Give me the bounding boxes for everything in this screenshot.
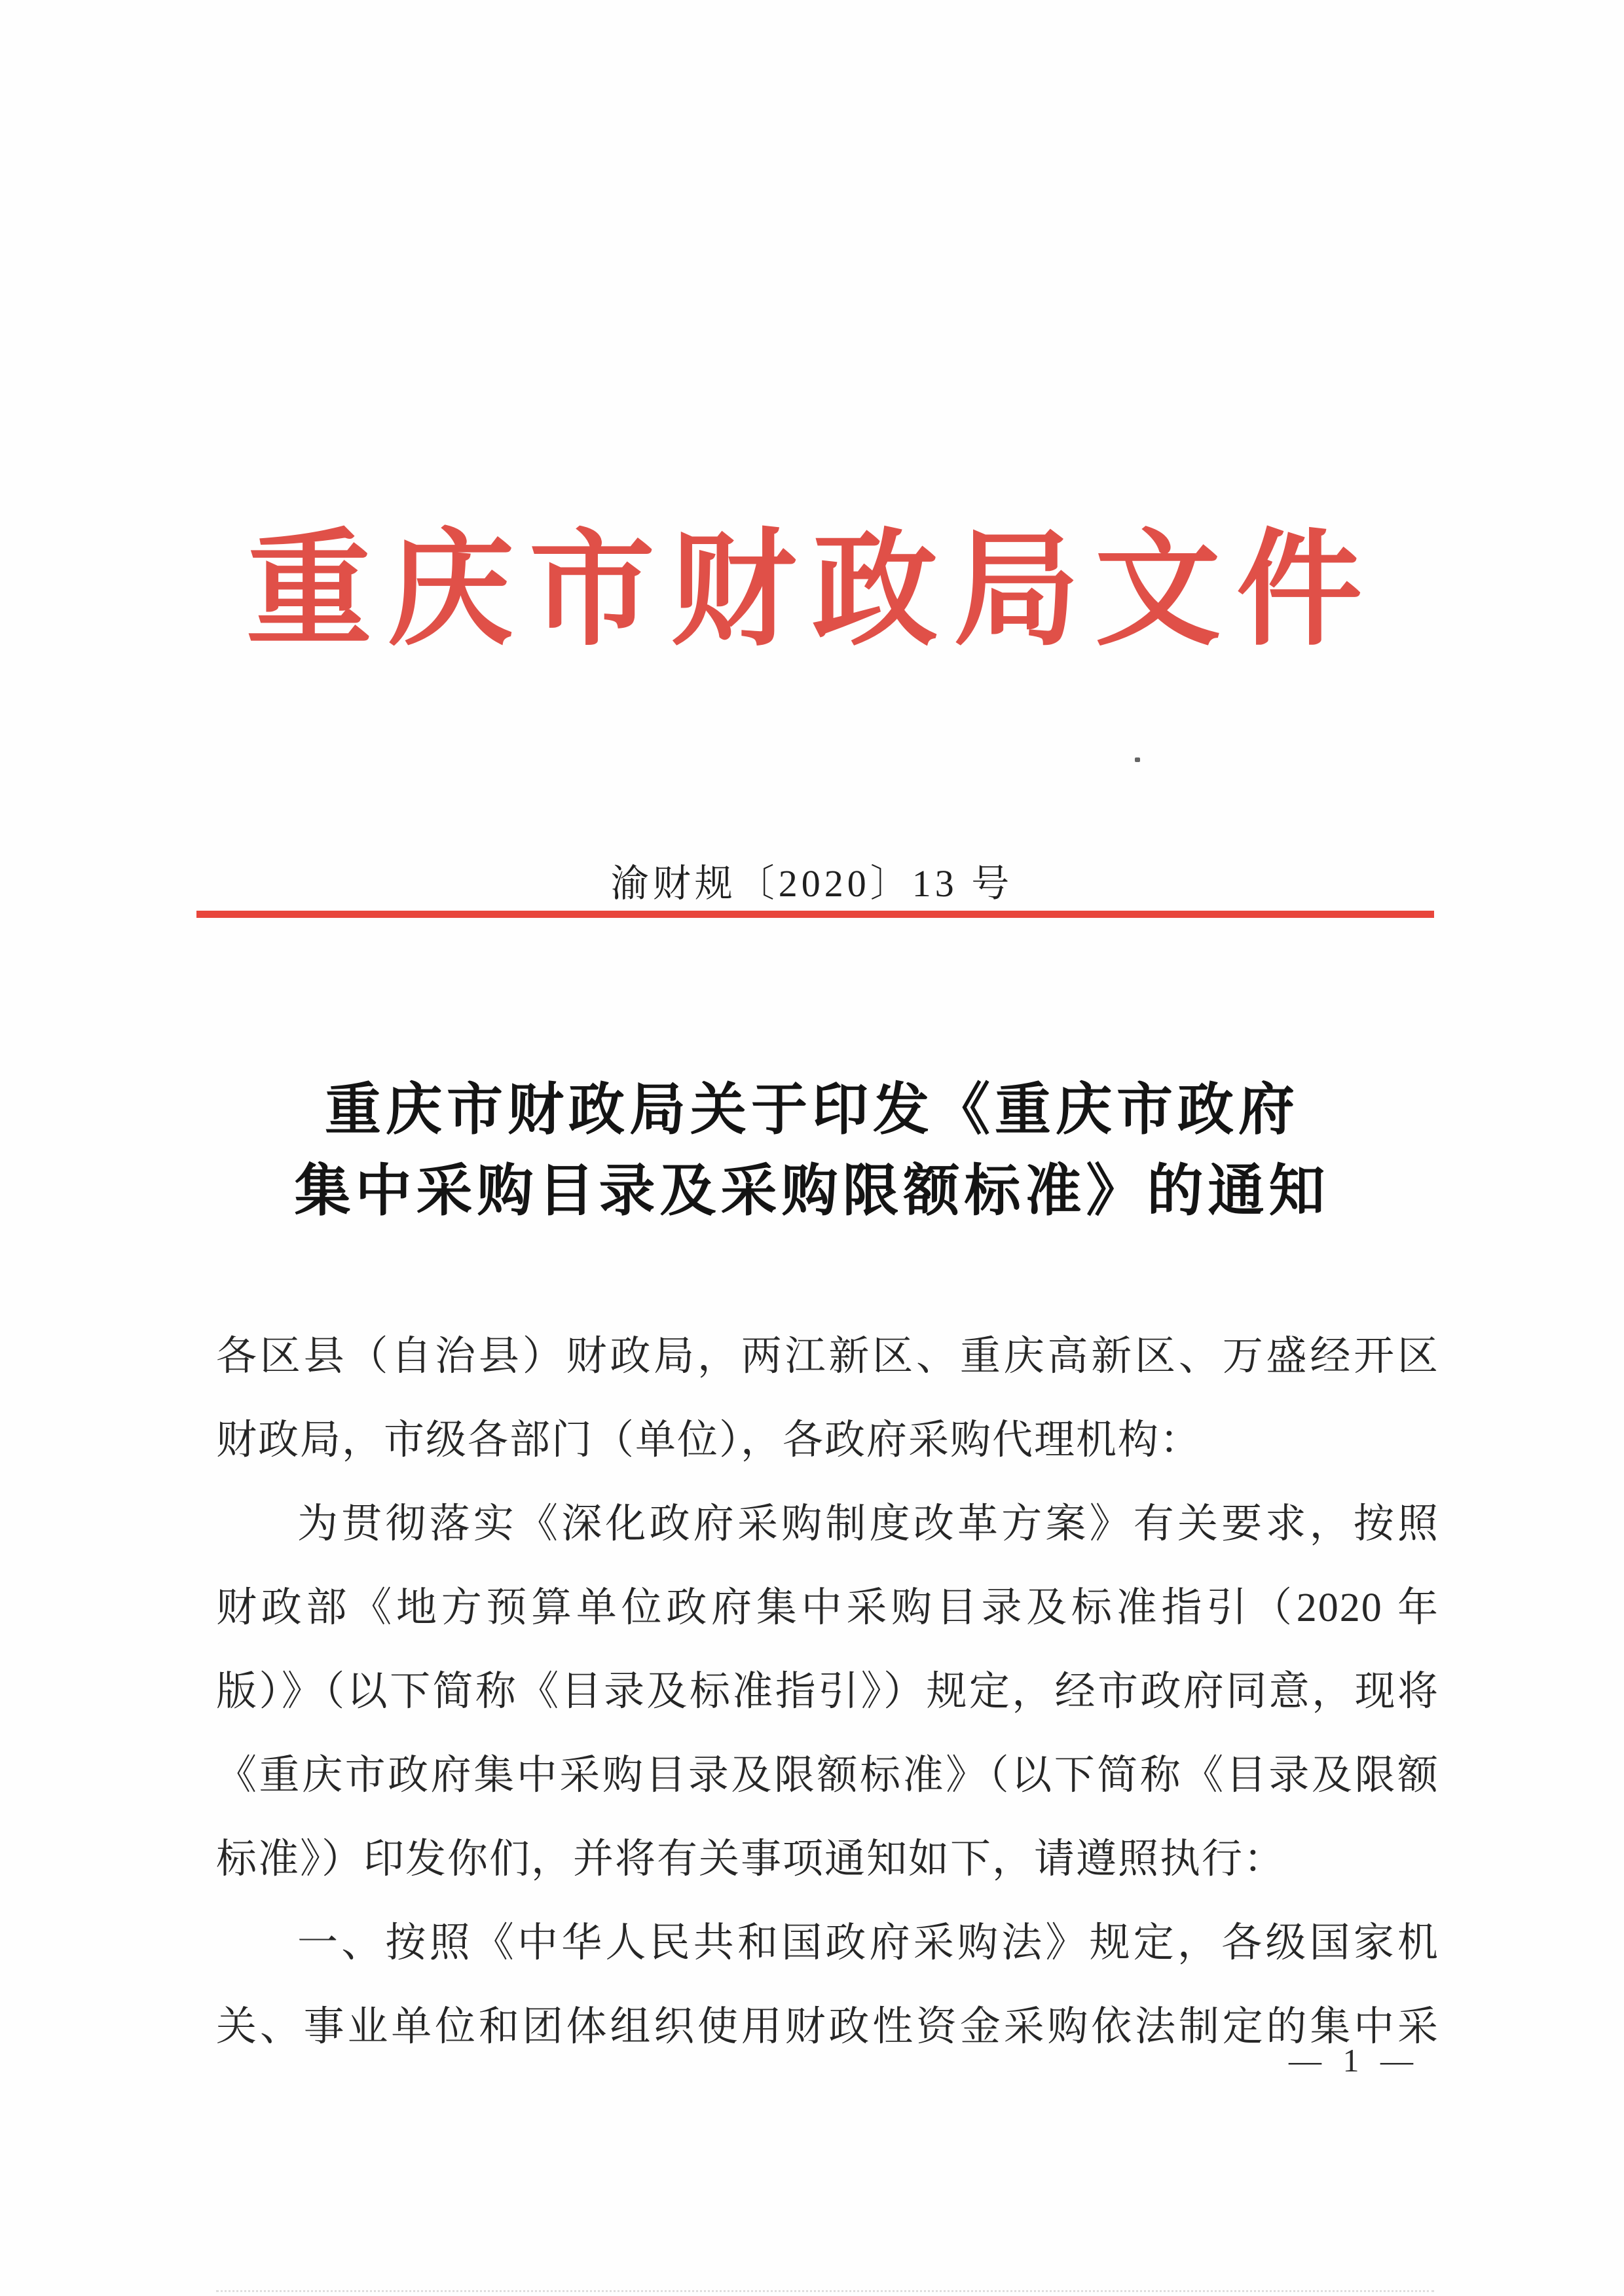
body-line: 标准》）印发你们，并将有关事项通知如下，请遵照执行： [216,1837,1286,1882]
body-text [216,1315,1439,2069]
body-line: 《重庆市政府集中采购目录及限额标准》（以下简称《目录及限额 [216,1753,1439,1798]
body-line: 财政局，市级各部门（单位），各政府采购代理机构： [216,1418,1202,1463]
scan-edge-artifact [216,2290,1434,2292]
org-title: 重庆市财政局文件 [246,521,1378,661]
body-line: 财政部《地方预算单位政府集中采购目录及标准指引（2020 年 [216,1586,1439,1630]
heading-line-2: 集中采购目录及采购限额标准》的通知 [294,1159,1330,1222]
body-line: 一、按照《中华人民共和国政府采购法》规定，各级国家机 [297,1921,1439,1965]
scan-speck-artifact [1135,757,1140,762]
body-line: 版）》（以下简称《目录及标准指引》）规定，经市政府同意，现将 [216,1669,1439,1714]
body-line: 为贯彻落实《深化政府采购制度改革方案》有关要求，按照 [297,1502,1439,1546]
red-divider-rule [196,911,1434,918]
page-number: — 1 — [1289,2042,1420,2079]
document-heading [0,1069,1624,1231]
doc-number: 渝财规〔2020〕13 号 [610,862,1014,905]
heading-line-1: 重庆市财政局关于印发《重庆市政府 [325,1078,1299,1141]
body-line: 各区县（自治县）财政局，两江新区、重庆高新区、万盛经开区 [216,1334,1439,1379]
body-line: 关、事业单位和团体组织使用财政性资金采购依法制定的集中采 [216,2005,1439,2049]
